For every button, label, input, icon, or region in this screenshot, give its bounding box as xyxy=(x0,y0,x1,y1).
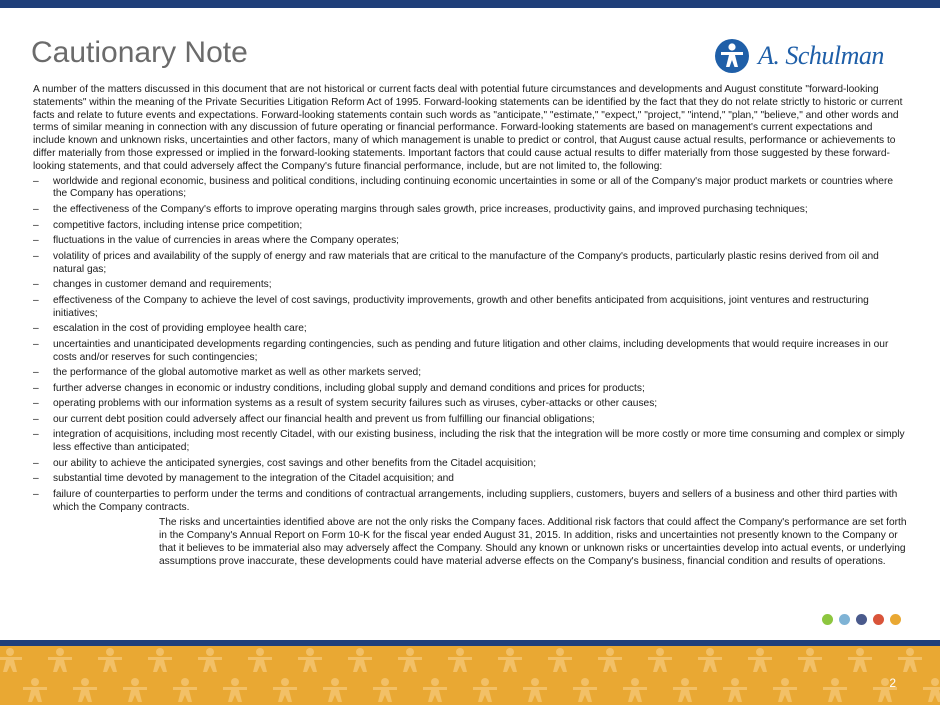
figure-pattern-shape xyxy=(498,648,522,672)
risk-factor-item xyxy=(33,204,907,217)
figure-pattern-shape xyxy=(48,648,72,672)
top-bar xyxy=(0,0,940,8)
figure-pattern-shape xyxy=(748,648,772,672)
figure-pattern-shape xyxy=(298,648,322,672)
risk-factor-item xyxy=(33,458,907,471)
risk-factor-item xyxy=(33,489,907,515)
figure-pattern xyxy=(0,640,940,705)
figure-pattern-shape xyxy=(423,678,447,702)
bullet-marker: – xyxy=(33,382,39,394)
risk-factor-text: worldwide and regional economic, business and political conditions, including continuing economic uncertainties in some or all of the Company's major product markets or countries where the Company has operations; xyxy=(53,175,894,200)
figure-pattern-shape xyxy=(523,678,547,702)
figure-pattern-shape xyxy=(673,678,697,702)
risk-factor-text: changes in customer demand and requirements; xyxy=(53,279,272,291)
page-title: Cautionary Note xyxy=(31,36,248,69)
bullet-marker: – xyxy=(33,457,39,469)
figure-pattern-shape xyxy=(898,648,922,672)
bullet-marker: – xyxy=(33,413,39,425)
risk-factor-text: escalation in the cost of providing employee health care; xyxy=(53,323,307,335)
bullet-marker: – xyxy=(33,250,39,262)
risk-factor-text: fluctuations in the value of currencies in areas where the Company operates; xyxy=(53,235,400,247)
figure-pattern-shape xyxy=(573,678,597,702)
figure-pattern-shape xyxy=(623,678,647,702)
bullet-marker: – xyxy=(33,473,39,485)
bullet-marker: – xyxy=(33,219,39,231)
decorative-dot xyxy=(822,614,833,625)
risk-factor-item xyxy=(33,323,907,336)
figure-pattern-shape xyxy=(198,648,222,672)
risk-factor-item xyxy=(33,220,907,233)
figure-pattern-shape xyxy=(0,648,22,672)
risk-factor-item xyxy=(33,383,907,396)
figure-pattern-shape xyxy=(848,648,872,672)
risk-factor-text: substantial time devoted by management to the integration of the Citadel acquisition; and xyxy=(53,473,454,485)
risk-factor-text: operating problems with our information systems as a result of system security failures such as viruses, cyber-attacks or other causes; xyxy=(53,398,658,410)
bullet-marker: – xyxy=(33,175,39,187)
figure-pattern-shape xyxy=(773,678,797,702)
risk-factor-item xyxy=(33,414,907,427)
decorative-dots xyxy=(822,614,901,625)
figure-pattern-shape xyxy=(223,678,247,702)
decorative-dot xyxy=(890,614,901,625)
page-number: 2 xyxy=(889,676,896,690)
figure-pattern-shape xyxy=(698,648,722,672)
bullet-marker: – xyxy=(33,367,39,379)
figure-pattern-shape xyxy=(348,648,372,672)
figure-pattern-shape xyxy=(248,648,272,672)
decorative-dot xyxy=(839,614,850,625)
schulman-figure-icon xyxy=(714,38,750,74)
company-logo xyxy=(714,36,904,76)
bullet-marker: – xyxy=(33,203,39,215)
risk-factor-text: uncertainties and unanticipated developments regarding contingencies, such as pending and future litigation and other claims, including developments that would require increases in our costs and/or reserves for such contingencies; xyxy=(53,338,889,363)
risk-factor-text: effectiveness of the Company to achieve the level of cost savings, productivity improvements, growth and other benefits anticipated from acquisitions, joint ventures and restructuring initiatives; xyxy=(53,294,869,319)
decorative-dot xyxy=(856,614,867,625)
figure-pattern-shape xyxy=(923,678,940,702)
risk-factor-item xyxy=(33,176,907,202)
risk-factor-text: the effectiveness of the Company's efforts to improve operating margins through sales growth, price increases, productivity gains, and improved purchasing techniques; xyxy=(53,203,808,215)
figure-pattern-shape xyxy=(398,648,422,672)
risk-factor-item xyxy=(33,429,907,455)
figure-pattern-shape xyxy=(723,678,747,702)
bullet-marker: – xyxy=(33,323,39,335)
figure-pattern-shape xyxy=(273,678,297,702)
figure-pattern-shape xyxy=(448,648,472,672)
risk-factor-item xyxy=(33,279,907,292)
risk-factor-text: the performance of the global automotive market as well as other markets served; xyxy=(53,367,422,379)
figure-pattern-shape xyxy=(548,648,572,672)
risk-factor-text: further adverse changes in economic or industry conditions, including global supply and demand conditions and prices for products; xyxy=(53,382,645,394)
risk-factor-item xyxy=(33,339,907,365)
bullet-marker: – xyxy=(33,279,39,291)
bullet-marker: – xyxy=(33,429,39,441)
risk-factor-item xyxy=(33,235,907,248)
risk-factor-text: integration of acquisitions, including most recently Citadel, with our existing business, including the risk that the integration will be more costly or more time consuming and complex or simply less effective than anticipated; xyxy=(53,429,905,454)
risk-factor-text: volatility of prices and availability of the supply of energy and raw materials that are critical to the manufacture of the Company's products, particularly plastic resins derived from oil and natural gas; xyxy=(53,250,879,275)
footer-band xyxy=(0,640,940,705)
figure-pattern-shape xyxy=(598,648,622,672)
figure-pattern-shape xyxy=(148,648,172,672)
figure-pattern-shape xyxy=(73,678,97,702)
logo-text: A. Schulman xyxy=(758,41,884,70)
bullet-marker: – xyxy=(33,235,39,247)
decorative-dot xyxy=(873,614,884,625)
risk-factor-list xyxy=(33,176,907,515)
cautionary-text xyxy=(33,84,907,569)
risk-factor-item xyxy=(33,295,907,321)
risk-factor-text: our current debt position could adversely affect our financial health and prevent us from fulfilling our financial obligations; xyxy=(53,413,595,425)
figure-pattern-shape xyxy=(323,678,347,702)
figure-pattern-shape xyxy=(648,648,672,672)
intro-paragraph: A number of the matters discussed in this document that are not historical or current facts deal with potential future circumstances and developments and August constitute "forward-looking statements" within the meaning of the Private Securities Litigation Reform Act of 1995. Forward-looking statements can be identified by the fact that they do not relate strictly to historic or current facts and relate to future events and expectations. Forward-looking statements contain such words as "anticipate," "estimate," "expect," "project," "intend," "plan," "believe," and other words and terms of similar meaning in connection with any discussion of future operating or financial performance. Forward-looking statements are based on management's current expectations and include known and unknown risks, uncertainties and other factors, many of which management is unable to predict or control, that August cause actual results, performance or achievements to differ materially from those expressed or implied in the forward-looking statements. Important factors that could cause actual results to differ materially from those suggested by these forward-looking statements, and that could adversely affect the Company's future financial performance, include, but are not limited to, the following: xyxy=(33,84,903,172)
risk-factor-text: failure of counterparties to perform under the terms and conditions of contractual arrangements, including suppliers, customers, buyers and sellers of a business and other third parties with which the Company contracts. xyxy=(53,489,898,513)
bullet-marker: – xyxy=(33,398,39,410)
risk-factor-text: competitive factors, including intense price competition; xyxy=(53,219,303,231)
bullet-marker: – xyxy=(33,338,39,350)
bullet-marker: – xyxy=(33,489,39,501)
closing-paragraph: The risks and uncertainties identified above are not the only risks the Company faces. Additional risk factors that could affect the Company's performance are set forth in the Company's Annual Report on Form 10-K for the fiscal year ended August 31, 2015. In addition, risks and uncertainties not presently known to the Company or that it believes to be immaterial also may adversely affect the Company. Should any known or unknown risks or uncertainties develop into actual events, or underlying assumptions prove inaccurate, these developments could have material adverse effects on the Company's business, financial condition and results of operations. xyxy=(159,517,907,567)
figure-pattern-shape xyxy=(173,678,197,702)
bullet-marker: – xyxy=(33,294,39,306)
risk-factor-item xyxy=(33,251,907,277)
figure-pattern-shape xyxy=(473,678,497,702)
figure-pattern-shape xyxy=(373,678,397,702)
figure-pattern-shape xyxy=(798,648,822,672)
risk-factor-item xyxy=(33,398,907,411)
risk-factor-item xyxy=(33,367,907,380)
figure-pattern-shape xyxy=(23,678,47,702)
risk-factor-text: our ability to achieve the anticipated synergies, cost savings and other benefits from the Citadel acquisition; xyxy=(53,457,537,469)
figure-pattern-shape xyxy=(123,678,147,702)
figure-pattern-shape xyxy=(98,648,122,672)
risk-factor-item xyxy=(33,473,907,486)
figure-pattern-shape xyxy=(823,678,847,702)
